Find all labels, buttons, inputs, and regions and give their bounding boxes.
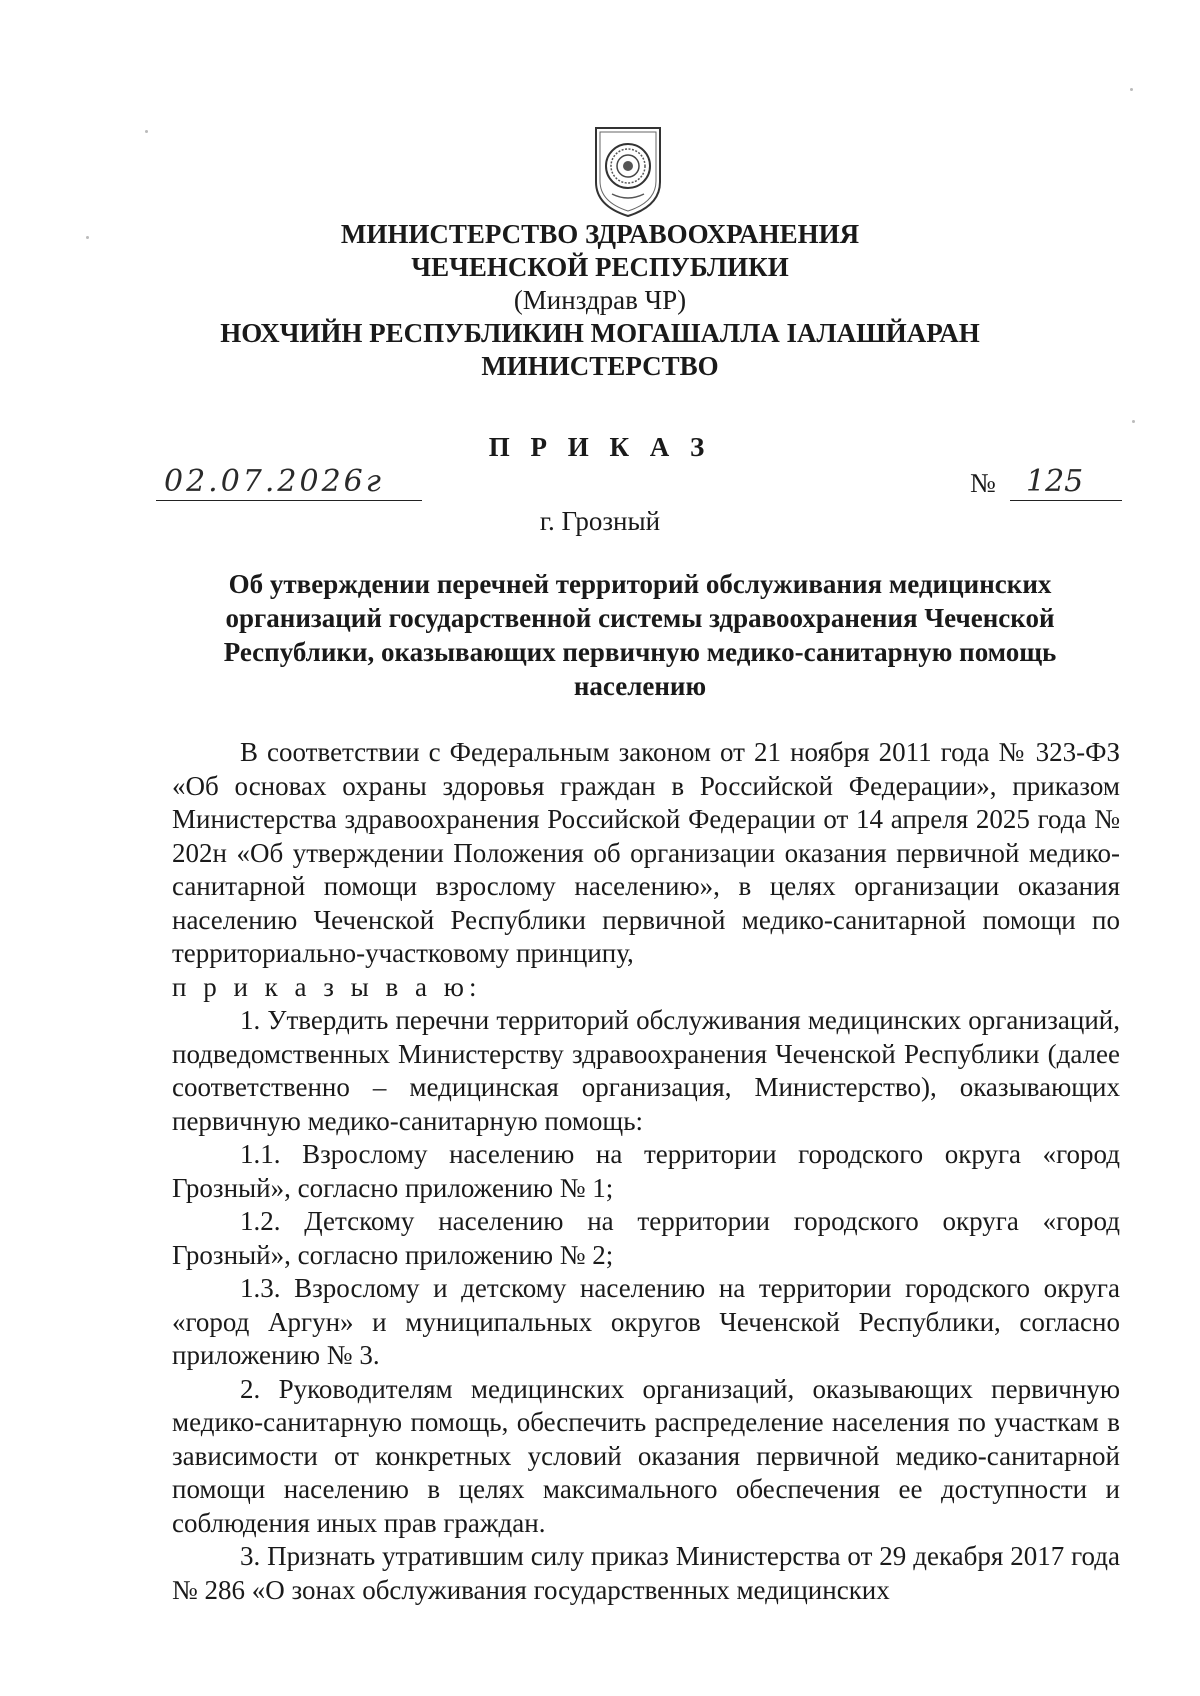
order-heading: П Р И К А З [488,432,712,462]
order-number-handwritten: 125 [1026,464,1084,499]
ministry-name-line-1: МИНИСТЕРСТВО ЗДРАВООХРАНЕНИЯ [340,219,860,249]
order-city: г. Грозный [539,506,661,536]
paragraph-1: 1. Утвердить перечни территорий обслуживания медицинских организаций, подведомственных Министерству здравоохранения Чеченской Республики (далее соответственно – медицинская организация, Министерство), оказывающих первичную медико-санитарную помощь: [172,1005,1120,1136]
ministry-name-line-2: ЧЕЧЕНСКОЙ РЕСПУБЛИКИ [411,252,789,282]
scan-speck [145,130,148,133]
ministry-name-chechen-line-2: МИНИСТЕРСТВО [481,351,719,381]
paragraph-1-2: 1.2. Детскому населению на территории городского округа «город Грозный», согласно приложению № 2; [172,1206,1120,1270]
order-date-field [156,466,422,501]
paragraph-order-word: п р и к а з ы в а ю: [172,971,482,1002]
paragraph-2: 2. Руководителям медицинских организаций, оказывающих первичную медико-санитарную помощь, обеспечить распределение населения по участкам в зависимости от конкретных условий оказания первичной медико-санитарной помощи населению в целях максимального обеспечения ее доступности и соблюдения иных прав граждан. [172,1373,1120,1538]
scan-speck [86,236,89,239]
order-number-field [1010,466,1122,501]
scan-speck [1132,420,1135,423]
order-date-handwritten: 02.07.2026г [164,464,384,499]
order-title: Об утверждении перечней территорий обслуживания медицинских организаций государственной системы здравоохранения Чеченской Республики, оказывающих первичную медико-санитарную помощь населению [223,569,1057,701]
order-body [172,736,1120,1607]
scan-speck [1130,88,1133,91]
paragraph-1-1: 1.1. Взрослому населению на территории городского округа «город Грозный», согласно приложению № 1; [172,1139,1120,1203]
coat-of-arms-emblem [590,124,666,220]
ministry-short-name: (Минздрав ЧР) [513,285,687,315]
paragraph-3: 3. Признать утратившим силу приказ Министерства от 29 декабря 2017 года № 286 «О зонах обслуживания государственных медицинских [172,1541,1120,1605]
ministry-name-chechen-line-1: НОХЧИЙН РЕСПУБЛИКИН МОГАШАЛЛА IАЛАШЙАРАН [220,318,980,348]
paragraph-intro: В соответствии с Федеральным законом от 21 ноября 2011 года № 323-ФЗ «Об основах охраны здоровья граждан в Российской Федерации», приказом Министерства здравоохранения Российской Федерации от 14 апреля 2025 года № 202н «Об утверждении Положения об организации оказания первичной медико-санитарной помощи взрослому населению», в целях организации оказания населению Чеченской Республики первичной медико-санитарной помощи по территориально-участковому принципу, [172,737,1120,968]
paragraph-1-3: 1.3. Взрослому и детскому населению на территории городского округа «город Аргун» и муниципальных округов Чеченской Республики, согласно приложению № 3. [172,1273,1120,1370]
order-number-label: № [970,468,996,498]
